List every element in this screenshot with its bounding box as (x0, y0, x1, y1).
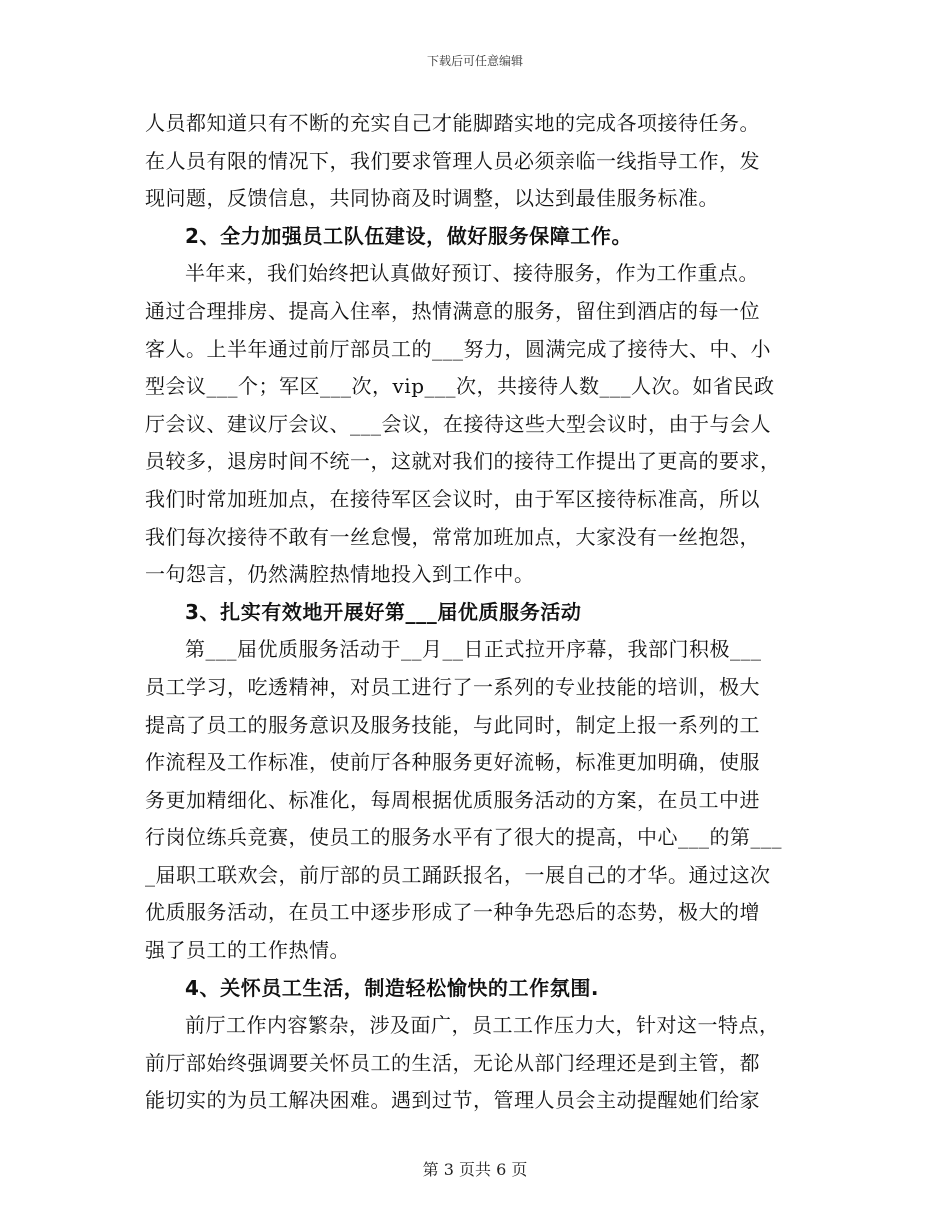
body-line: 能切实的为员工解决困难。遇到过节，管理人员会主动提醒她们给家 (145, 1088, 760, 1113)
body-line: 作流程及工作标准，使前厅各种服务更好流畅，标准更加明确，使服 (145, 750, 760, 775)
body-line: 通过合理排房、提高入住率，热情满意的服务，留住到酒店的每一位 (145, 298, 760, 323)
body-line: 型会议___个；军区___次，vip___次，共接待人数___人次。如省民政 (145, 374, 775, 399)
body-line: 人员都知道只有不断的充实自己才能脚踏实地的完成各项接待任务。 (145, 111, 760, 135)
body-line: 一句怨言，仍然满腔热情地投入到工作中。 (145, 562, 535, 587)
body-line: 第___届优质服务活动于__月__日正式拉开序幕，我部门积极___ (185, 637, 762, 662)
body-line: 员工学习，吃透精神，对员工进行了一系列的专业技能的培训，极大 (145, 674, 760, 699)
body-line: 在人员有限的情况下，我们要求管理人员必须亲临一线指导工作，发 (145, 148, 760, 173)
page-header-note: 下载后可任意编辑 (426, 54, 523, 68)
body-line: 行岗位练兵竞赛，使员工的服务水平有了很大的提高，中心___的第___ (145, 825, 782, 850)
body-line: 厅会议、建议厅会议、___会议，在接待这些大型会议时，由于与会人 (145, 411, 771, 436)
body-line: 员较多，退房时间不统一，这就对我们的接待工作提出了更高的要求， (145, 449, 781, 474)
section-heading-4: 4、关怀员工生活，制造轻松愉快的工作氛围. (185, 975, 600, 1000)
body-line: _届职工联欢会，前厅部的员工踊跃报名，一展自己的才华。通过这次 (145, 862, 771, 887)
body-line: 我们每次接待不敢有一丝怠慢，常常加班加点，大家没有一丝抱怨， (145, 524, 760, 549)
page-number: 第 3 页共 6 页 (422, 1160, 528, 1179)
body-line: 我们时常加班加点，在接待军区会议时，由于军区接待标准高，所以 (145, 486, 760, 511)
body-line: 提高了员工的服务意识及服务技能，与此同时，制定上报一系列的工 (145, 712, 760, 737)
body-line: 现问题，反馈信息，共同协商及时调整，以达到最佳服务标准。 (145, 186, 719, 211)
document-body (145, 105, 805, 1120)
section-heading-2: 2、全力加强员工队伍建设，做好服务保障工作。 (185, 223, 633, 248)
section-heading-3: 3、扎实有效地开展好第___届优质服务活动 (185, 599, 582, 624)
body-line: 前厅部始终强调要关怀员工的生活，无论从部门经理还是到主管，都 (145, 1050, 760, 1075)
body-line: 务更加精细化、标准化，每周根据优质服务活动的方案，在员工中进 (145, 787, 760, 812)
body-line: 优质服务活动，在员工中逐步形成了一种争先恐后的态势，极大的增 (145, 900, 760, 925)
body-line: 客人。上半年通过前厅部员工的___努力，圆满完成了接待大、中、小 (145, 336, 771, 361)
body-line: 强了员工的工作热情。 (145, 938, 350, 963)
body-line: 前厅工作内容繁杂，涉及面广，员工工作压力大，针对这一特点， (185, 1013, 780, 1038)
body-line: 半年来，我们始终把认真做好预订、接待服务，作为工作重点。 (185, 261, 759, 286)
